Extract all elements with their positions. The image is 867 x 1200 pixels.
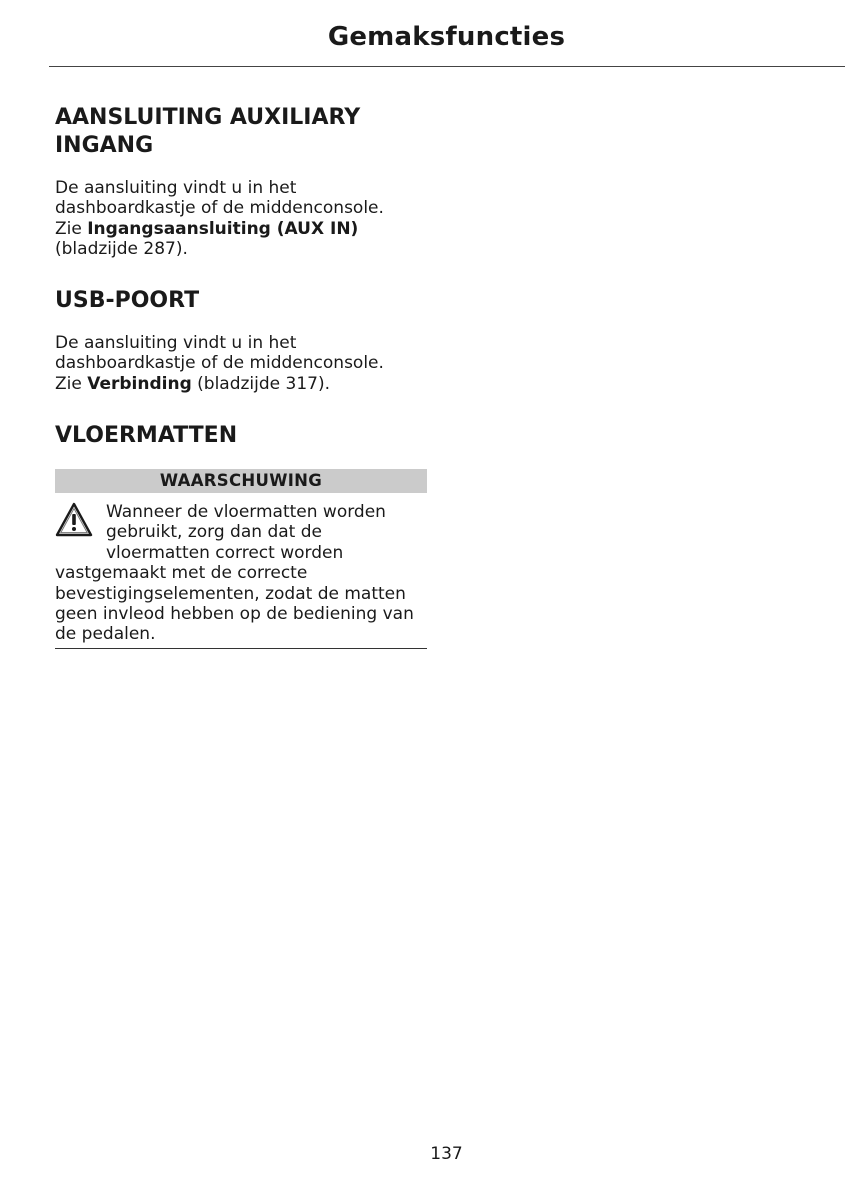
usb-body-line2: dashboardkastje of de middenconsole. <box>55 353 384 374</box>
warning-title: WAARSCHUWING <box>55 469 427 493</box>
warning-line-2: gebruikt, zorg dan dat de <box>106 522 322 543</box>
warning-line-3: vloermatten correct worden <box>106 542 344 563</box>
section-usb <box>55 287 428 315</box>
section-aux <box>55 104 428 160</box>
warning-line-1: Wanneer de vloermatten worden <box>106 502 386 522</box>
warning-line-7: de pedalen. <box>55 624 156 645</box>
page-header-title: Gemaksfuncties <box>327 22 566 52</box>
page-number: 137 <box>430 1144 463 1164</box>
aux-heading-line2: INGANG <box>55 133 154 158</box>
mats-heading: VLOERMATTEN <box>55 423 238 448</box>
usb-heading: USB-POORT <box>55 288 200 313</box>
warning-bottom-rule <box>55 648 427 649</box>
aux-body-line2: dashboardkastje of de middenconsole. <box>55 198 384 219</box>
aux-heading-line1: AANSLUITING AUXILIARY <box>55 105 361 130</box>
warning-line-4: vastgemaakt met de correcte <box>55 563 308 584</box>
usb-body <box>55 333 428 394</box>
header-divider <box>49 66 845 67</box>
warning-line-6: geen invleod hebben op de bediening van <box>55 604 414 625</box>
section-mats <box>55 422 428 450</box>
aux-body-line1: De aansluiting vindt u in het <box>55 178 297 198</box>
warning-line-5: bevestigingselementen, zodat de matten <box>55 583 406 604</box>
usb-body-line1: De aansluiting vindt u in het <box>55 333 297 353</box>
aux-heading <box>55 104 428 160</box>
aux-page-ref: (bladzijde 287). <box>55 239 188 260</box>
usb-page-ref: (bladzijde 317). <box>197 373 331 394</box>
aux-see-label: Zie <box>55 218 82 239</box>
aux-reference-link[interactable]: Ingangsaansluiting (AUX IN) <box>87 218 359 239</box>
aux-body <box>55 178 428 260</box>
usb-see-label: Zie <box>55 373 82 394</box>
usb-reference-link[interactable]: Verbinding <box>87 373 192 394</box>
warning-body <box>55 502 428 645</box>
